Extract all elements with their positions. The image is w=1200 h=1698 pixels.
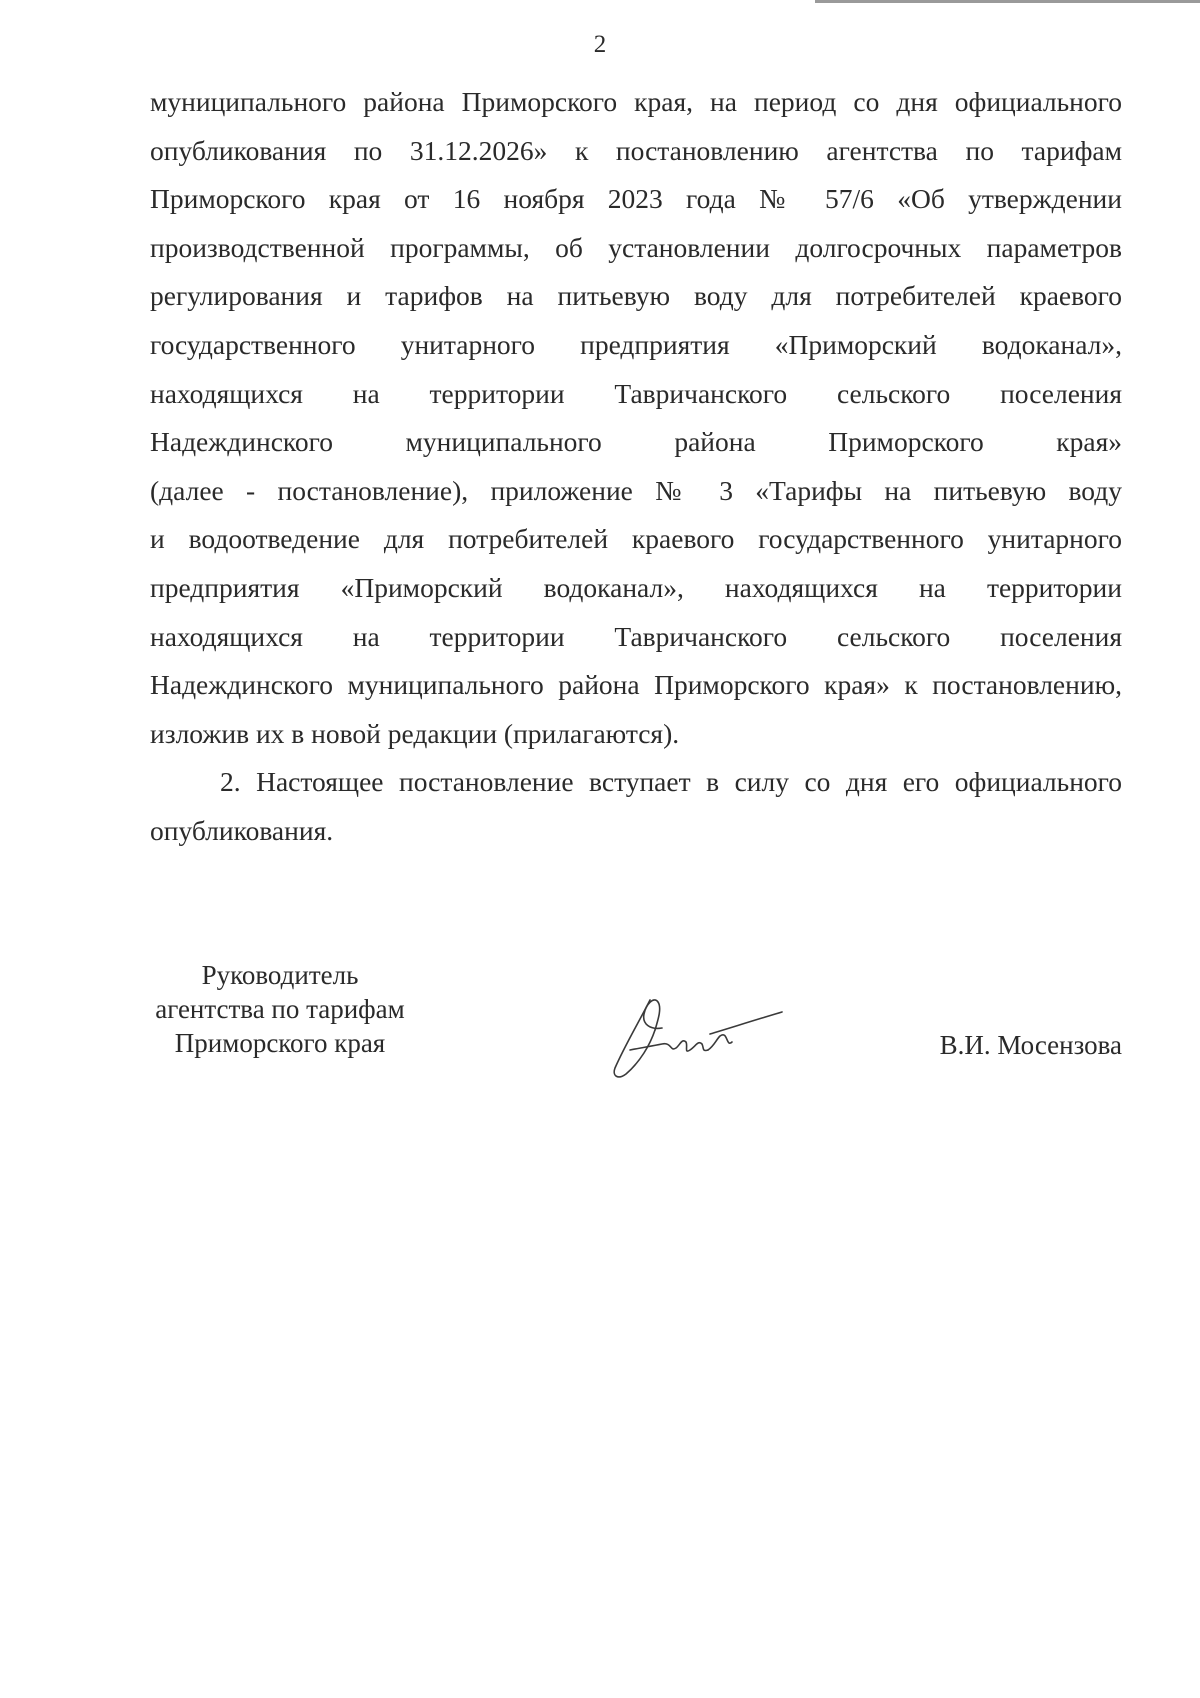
- text-line: изложив их в новой редакции (прилагаются).: [150, 717, 680, 749]
- text-line: Надеждинского муниципального района Приморского края» к постановлению,: [150, 669, 1122, 701]
- text-line: предприятия «Приморский водоканал», находящихся на территории: [150, 571, 1122, 603]
- text-line: 2. Настоящее постановление вступает в силу со дня его официального: [220, 766, 1122, 798]
- signatory-title-line: агентства по тарифам: [155, 994, 405, 1024]
- signatory-title-line: Руководитель: [201, 960, 359, 990]
- text-line: государственного унитарного предприятия «Приморский водоканал»,: [150, 328, 1122, 360]
- page-number: 2: [593, 31, 607, 58]
- signatory-title-line: Приморского края: [174, 1028, 386, 1058]
- text-line: Приморского края от 16 ноября 2023 года № 57/6 «Об утверждении: [150, 183, 1122, 215]
- text-line: регулирования и тарифов на питьевую воду для потребителей краевого: [150, 280, 1122, 312]
- text-line: находящихся на территории Тавричанского сельского поселения: [150, 377, 1122, 409]
- signatory-title: [140, 958, 420, 1060]
- handwritten-signature: [610, 990, 790, 1085]
- scan-edge-line: [815, 0, 1200, 3]
- text-line: опубликования по 31.12.2026» к постановлению агентства по тарифам: [150, 134, 1122, 166]
- body-text: [150, 78, 1122, 856]
- text-line: и водоотведение для потребителей краевого государственного унитарного: [150, 523, 1122, 555]
- text-line: Надеждинского муниципального района Приморского края»: [150, 426, 1122, 458]
- text-line: (далее - постановление), приложение № 3 «Тарифы на питьевую воду: [150, 474, 1122, 506]
- text-line: находящихся на территории Тавричанского сельского поселения: [150, 620, 1122, 652]
- text-line: опубликования.: [150, 814, 334, 846]
- text-line: производственной программы, об установлении долгосрочных параметров: [150, 231, 1122, 263]
- text-line: муниципального района Приморского края, на период со дня официального: [150, 86, 1122, 117]
- signer-name: В.И. Мосензова: [939, 1030, 1122, 1060]
